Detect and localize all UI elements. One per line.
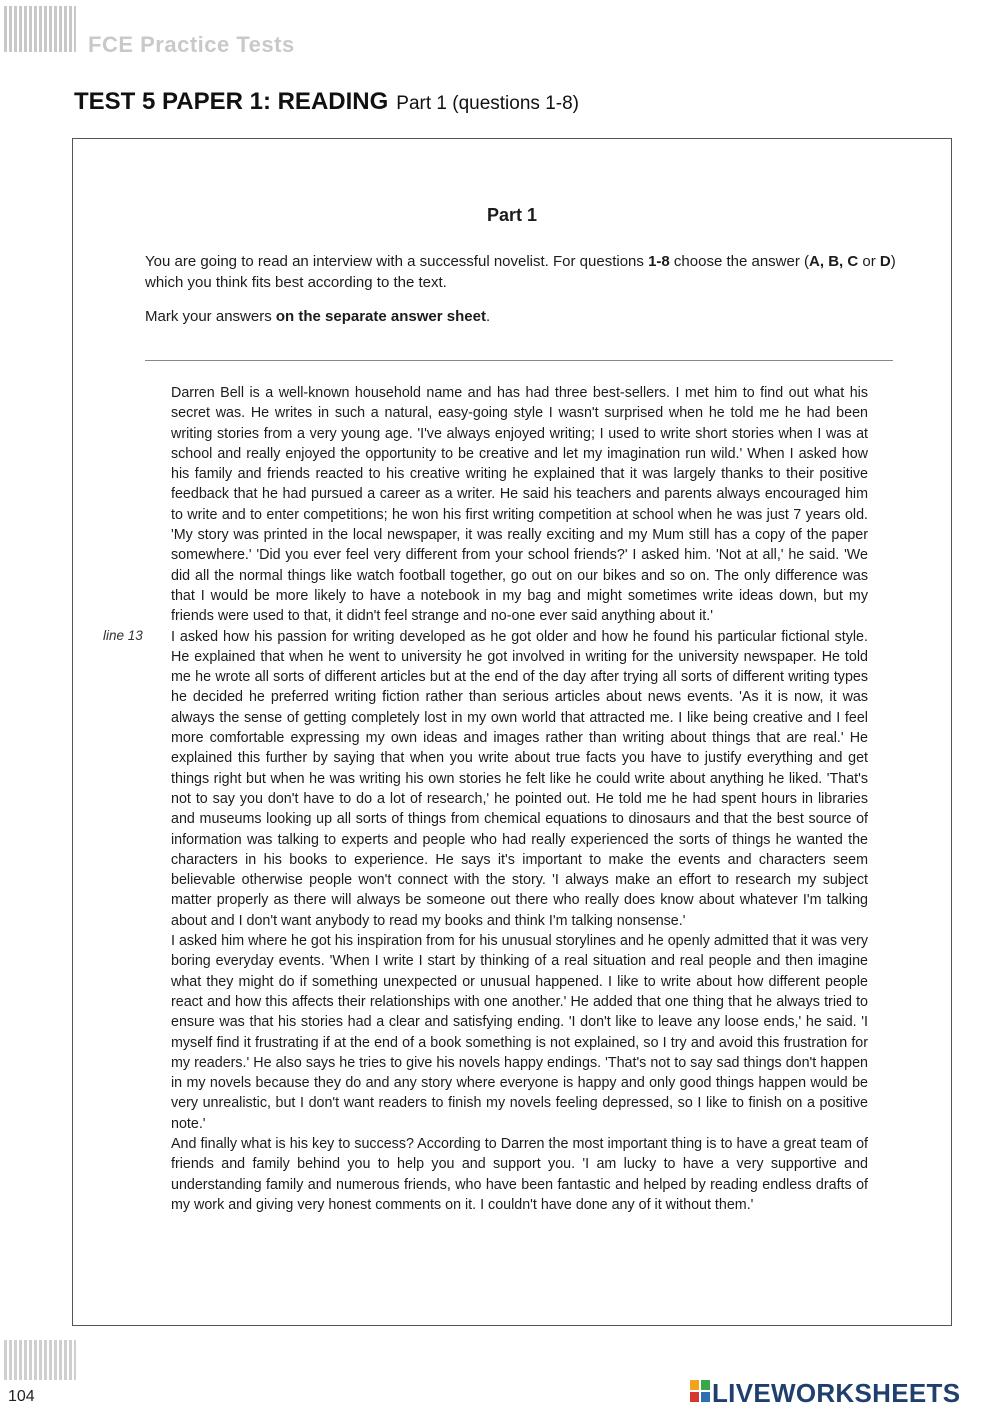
article-paragraph: I asked him where he got his inspiration from for his unusual storylines and he openly admitted that it was very boring everyday events. 'When I write I start by thinking of a real situation and real people and then imagine what they might do if something unexpected or unusual happened. I like to write about how different people react and how this affects their relationships with one another.' He added that one thing that he always tried to ensure was that his stories had a clear and satisfying ending. 'I don't like to leave any loose ends,' he said. 'I myself find it frustrating if at the end of a book something is not explained, so I try and avoid this frustration for my readers.' He also says he tries to give his novels happy endings. 'That's not to say sad things don't happen in my novels because they do and any story where everyone is happy and only good things happen would be very unrealistic, but I don't want readers to finish my novels feeling depressed, so I like to finish on a positive note.'	[171, 933, 868, 1132]
test-subtitle: Part 1 (questions 1-8)	[396, 93, 579, 114]
test-label: TEST 5 PAPER 1: READING	[74, 88, 389, 115]
series-title: FCE Practice Tests	[88, 32, 295, 57]
instructions	[145, 251, 905, 327]
answer-sheet-instruction: Mark your answers on the separate answer sheet.	[145, 308, 491, 325]
part-title: Part 1	[486, 205, 538, 225]
article-paragraph: I asked how his passion for writing developed as he got older and how he found his particular fictional style. He explained that when he went to university he got involved in writing for the university newspaper. He told me he wrote all sorts of different articles but at the end of the day after trying all sorts of different writing types he decided he preferred writing fiction rather than serious articles about news events. 'As it is now, it was always the sense of getting completely lost in my own world that attracted me. I like being creative and I feel more comfortable expressing my own ideas and images rather than writing about things that are real.' He explained this further by saying that when you write about true facts you have to justify everything and get things right but when he was writing his own stories he felt like he could write about anything he liked. 'That's not to say you don't have to do a lot of research,' he pointed out. He told me he had spent hours in libraries and museums looking up all sorts of things from chemical equations to dinosaurs and that the best source of information was talking to experts and people who had really experienced the sorts of things he wanted the characters in his books to experience. He says it's important to make the events and characters seem believable otherwise people won't connect with the story. 'I always make an effort to research my subject matter properly as there will always be someone out there who really does know about whatever I'm talking about and I don't want anybody to read my books and think I'm talking nonsense.'	[171, 628, 868, 929]
line-reference: line 13	[103, 628, 143, 643]
interview-article	[171, 383, 868, 1215]
reading-task-box	[72, 138, 952, 1326]
article-paragraph: Darren Bell is a well-known household name and has had three best-sellers. I met him to find out what his secret was. He writes in such a natural, easy-going style I wasn't surprised when he told me he had been writing stories from a very young age. 'I've always enjoyed writing; I used to write short stories when I was at school and really enjoyed the opportunity to be creative and let my imagination run wild.' When I asked how his family and friends reacted to his creative writing he explained that it was largely thanks to their positive feedback that he had pursued a career as a writer. He said his teachers and parents always encouraged him to write and to enter competitions; he won his first writing competition at school when he was just 7 years old. 'My story was printed in the local newspaper, it was really exciting and my Mum still has a copy of the paper somewhere.' 'Did you ever feel very different from your school friends?' I asked him. 'Not at all,' he said. 'We did all the normal things like watch football together, go out on our bikes and so on. The only difference was that I would be more likely to have a notebook in my bag and might sometimes write ideas down, but my friends were used to that, it didn't feel strange and no-one ever said anything about it.'	[171, 385, 868, 625]
page-number: 104	[8, 1388, 35, 1405]
test-heading	[74, 88, 579, 116]
article-paragraph: And finally what is his key to success? According to Darren the most important thing is to have a great team of friends and family behind you to help you and support you. 'I am lucky to have a very supportive and understanding family and numerous friends, who have been fantastic and helped by reading endless drafts of my work and giving very honest comments on it. I couldn't have done any of it without them.'	[171, 1135, 868, 1213]
divider	[145, 360, 893, 361]
footer-decoration-bars	[4, 1340, 76, 1380]
instruction-text: You are going to read an interview with a successful novelist. For questions 1-8 choose the answer (A, B, C or D) which you think fits best according to the text.	[145, 253, 896, 291]
liveworksheets-logo-icon	[690, 1380, 710, 1402]
series-decoration-bars	[4, 6, 76, 52]
brand-name[interactable]: LIVEWORKSHEETS	[712, 1378, 961, 1408]
